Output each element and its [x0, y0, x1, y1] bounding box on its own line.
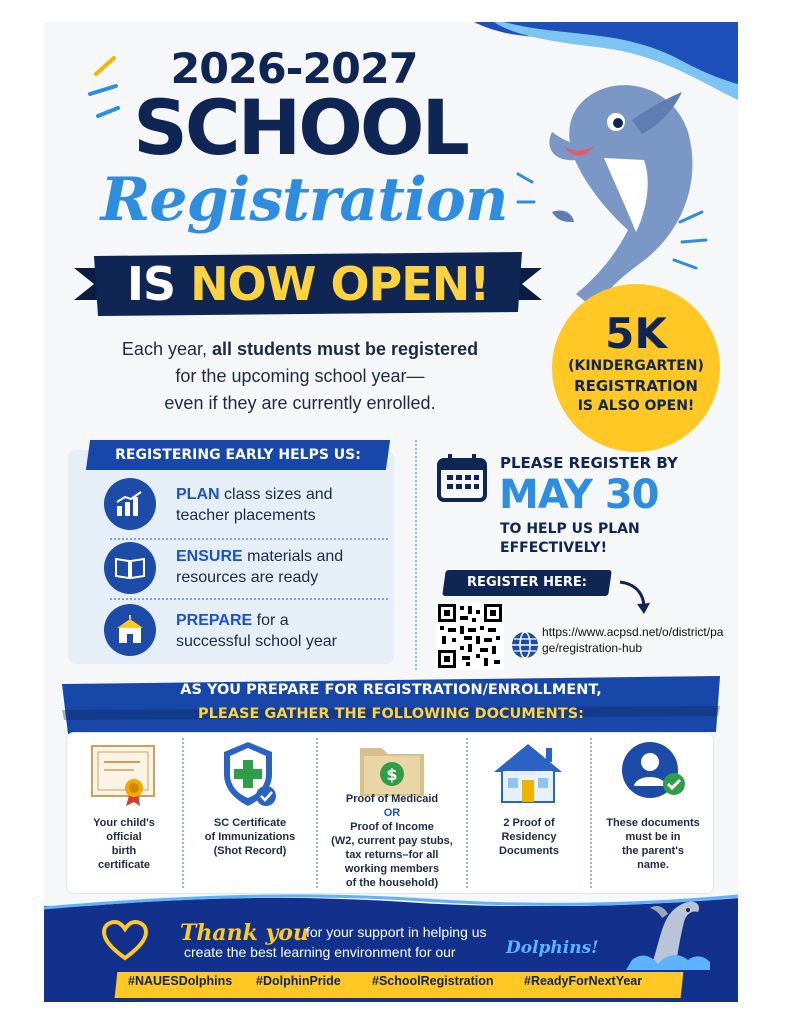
hashtag-school-registration[interactable]: #SchoolRegistration	[372, 974, 494, 988]
doc-birth-certificate	[68, 816, 180, 872]
doc-line: must be in	[625, 831, 681, 843]
hashtag-ready-for-next-year[interactable]: #ReadyForNextYear	[524, 974, 643, 988]
calendar-icon	[436, 452, 488, 504]
doc-line: name.	[637, 859, 669, 871]
benefit-ensure-rest2: resources are ready	[176, 569, 319, 586]
doc-line: certificate	[98, 859, 150, 871]
divider	[110, 538, 388, 540]
help-plan-line1: TO HELP US PLAN	[500, 521, 640, 537]
kindergarten-line4: IS ALSO OPEN!	[577, 398, 695, 414]
now-open-text	[74, 258, 542, 310]
svg-text:$: $	[386, 765, 398, 784]
kindergarten-line3: REGISTRATION	[574, 377, 698, 395]
documents-heading-line1: AS YOU PREPARE FOR REGISTRATION/ENROLLMENT,	[180, 682, 602, 698]
benefit-prepare-rest1: for a	[256, 612, 289, 629]
book-icon	[104, 542, 156, 594]
user-check-icon	[616, 740, 692, 806]
doc-line: Proof of Income	[350, 821, 434, 833]
doc-proof-income	[320, 792, 464, 890]
arrow-down-icon	[616, 578, 650, 616]
is-word: IS	[126, 257, 176, 311]
registration-url-link[interactable]: https://www.acpsd.net/o/district/page/registration-hub	[542, 625, 724, 655]
dolphins-word: Dolphins!	[506, 938, 599, 958]
doc-immunizations	[186, 816, 314, 858]
school-icon	[104, 604, 156, 656]
doc-line: Your child's	[93, 817, 155, 829]
hashtag-dolphin-pride[interactable]: #DolphinPride	[256, 974, 341, 988]
qr-code[interactable]	[436, 602, 504, 670]
intro-line1a: Each year,	[121, 339, 207, 359]
benefit-plan	[176, 484, 333, 526]
doc-line: (W2, current pay stubs,	[331, 835, 453, 847]
thank-you-rest: for your support in helping us	[306, 924, 487, 940]
documents-heading-line2: PLEASE GATHER THE FOLLOWING DOCUMENTS:	[198, 706, 584, 722]
intro-paragraph	[80, 336, 520, 417]
intro-line1b: all students must be registered	[212, 339, 479, 359]
divider	[590, 738, 592, 888]
school-year: 2026-2027	[170, 44, 418, 93]
doc-line: These documents	[606, 817, 700, 829]
title-registration: Registration	[100, 165, 508, 235]
dolphin-mascot-icon	[512, 62, 712, 302]
doc-residency	[470, 816, 588, 858]
column-divider	[415, 440, 417, 670]
intro-line2: for the upcoming school year—	[175, 366, 425, 386]
doc-or: OR	[383, 807, 401, 819]
doc-line: Proof of Medicaid	[345, 793, 439, 805]
globe-icon	[510, 630, 540, 660]
intro-line3: even if they are currently enrolled.	[164, 393, 436, 413]
house-icon	[490, 740, 566, 806]
thank-you-text: Thank you	[180, 920, 309, 946]
chart-icon	[104, 478, 156, 530]
benefit-plan-rest2: teacher placements	[176, 507, 316, 524]
now-open-word: NOW OPEN!	[190, 257, 490, 311]
doc-line: the parent's	[622, 845, 684, 857]
heart-icon	[102, 920, 148, 962]
thank-you-line2: create the best learning environment for our	[184, 944, 456, 960]
doc-line: birth	[111, 845, 137, 857]
divider	[182, 738, 184, 888]
kindergarten-badge	[552, 284, 720, 452]
doc-line: Residency	[501, 831, 557, 843]
doc-line: official	[106, 831, 142, 843]
certificate-icon	[90, 744, 158, 808]
doc-line: Documents	[499, 845, 559, 857]
register-here-label: REGISTER HERE:	[467, 575, 587, 590]
kindergarten-line2: (KINDERGARTEN)	[568, 358, 704, 374]
benefit-ensure	[176, 546, 343, 588]
doc-line: of the household)	[345, 877, 439, 889]
divider	[110, 598, 388, 600]
benefit-prepare-rest2: successful school year	[176, 633, 337, 650]
doc-line: tax returns–for all	[345, 849, 439, 861]
early-heading: REGISTERING EARLY HELPS US:	[115, 447, 361, 463]
divider	[316, 738, 318, 888]
registration-flyer	[44, 22, 738, 1002]
title-school: SCHOOL	[133, 83, 467, 172]
doc-line: 2 Proof of	[503, 817, 555, 829]
folder-dollar-icon	[358, 738, 426, 798]
dolphin-logo-icon	[622, 894, 714, 970]
shield-plus-icon	[220, 740, 280, 810]
doc-parent-name	[594, 816, 712, 872]
benefit-plan-key: PLAN	[176, 486, 220, 503]
divider	[466, 738, 468, 888]
hashtag-naues-dolphins[interactable]: #NAUESDolphins	[128, 974, 233, 988]
help-plan-line2: EFFECTIVELY!	[500, 540, 607, 556]
doc-line: SC Certificate	[213, 817, 287, 829]
deadline-date: MAY 30	[499, 472, 659, 518]
doc-line: (Shot Record)	[213, 845, 287, 857]
please-register-by: PLEASE REGISTER BY	[500, 454, 678, 472]
doc-line: of Immunizations	[204, 831, 296, 843]
benefit-ensure-key: ENSURE	[176, 548, 243, 565]
doc-line: working members	[344, 863, 440, 875]
benefit-prepare	[176, 610, 337, 652]
kindergarten-5k: 5K	[605, 309, 667, 358]
benefit-ensure-rest1: materials and	[247, 548, 344, 565]
benefit-prepare-key: PREPARE	[176, 612, 253, 629]
benefit-plan-rest1: class sizes and	[224, 486, 333, 503]
